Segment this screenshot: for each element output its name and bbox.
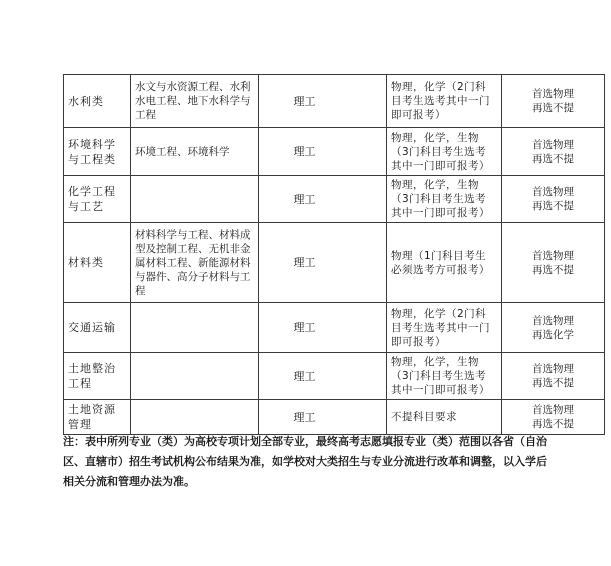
selection-cell [502, 128, 605, 176]
table-row [64, 353, 605, 400]
selection-text: 首选物理 再选不提 [532, 186, 574, 212]
major-requirements-table [63, 74, 605, 435]
majors-cell [131, 176, 259, 223]
selection-text: 首选物理 再选不提 [532, 249, 574, 276]
discipline-cell [259, 223, 387, 303]
category-cell: 交通运输 [64, 303, 131, 353]
table-row [64, 223, 605, 303]
category-cell: 土地整治工程 [64, 353, 131, 400]
discipline-text: 理工 [293, 369, 316, 383]
discipline-cell [259, 400, 387, 435]
majors-cell: 水文与水资源工程、水利水电工程、地下水科学与工程 [131, 75, 259, 128]
table-row [64, 128, 605, 176]
subject-requirement-cell: 物理，化学，生物（3门科目考生选考其中一门即可报考） [387, 353, 502, 400]
subject-requirement-cell: 物理，化学，生物（3门科目考生选考其中一门即可报考） [387, 128, 502, 176]
table-row [64, 303, 605, 353]
table-row [64, 400, 605, 435]
footnote: 注：表中所列专业（类）为高校专项计划全部专业，最终高考志愿填报专业（类）范围以各省（自治区、直辖市）招生考试机构公布结果为准，如学校对大类招生与专业分流进行改革和调整，以入学后相关分流和管理办法为准。 [63, 435, 547, 488]
selection-cell [502, 75, 605, 128]
discipline-cell [259, 75, 387, 128]
subject-requirement-cell: 物理（1门科目考生必须选考方可报考） [387, 223, 502, 303]
majors-cell: 环境工程、环境科学 [131, 128, 259, 176]
discipline-cell [259, 353, 387, 400]
discipline-cell [259, 303, 387, 353]
selection-text: 首选物理 再选不提 [532, 88, 574, 114]
table-row [64, 176, 605, 223]
category-cell: 环境科学与工程类 [64, 128, 131, 176]
discipline-text: 理工 [293, 192, 316, 206]
discipline-text: 理工 [293, 94, 316, 108]
majors-cell: 材料科学与工程、材料成型及控制工程、无机非金属材料工程、新能源材料与器件、高分子材料与工程 [131, 223, 259, 303]
selection-text: 首选物理 再选不提 [532, 138, 574, 165]
discipline-cell [259, 176, 387, 223]
category-cell: 材料类 [64, 223, 131, 303]
discipline-text: 理工 [293, 321, 316, 334]
subject-requirement-cell: 物理，化学，生物（3门科目考生选考其中一门即可报考） [387, 176, 502, 223]
selection-cell [502, 176, 605, 223]
category-cell: 土地资源管理 [64, 400, 131, 435]
discipline-text: 理工 [293, 410, 316, 424]
subject-requirement-cell: 物理，化学（2门科目考生选考其中一门即可报考） [387, 303, 502, 353]
admission-table-wrapper [63, 74, 605, 435]
subject-requirement-cell: 物理，化学（2门科目考生选考其中一门即可报考） [387, 75, 502, 128]
selection-text: 首选物理 再选不提 [532, 404, 574, 430]
selection-cell [502, 400, 605, 435]
majors-cell [131, 400, 259, 435]
selection-cell [502, 223, 605, 303]
discipline-cell [259, 128, 387, 176]
selection-text: 首选物理 再选不提 [532, 363, 574, 389]
selection-text: 首选物理 再选化学 [532, 314, 574, 341]
majors-cell [131, 353, 259, 400]
selection-cell [502, 303, 605, 353]
category-cell: 化学工程与工艺 [64, 176, 131, 223]
selection-cell [502, 353, 605, 400]
subject-requirement-cell: 不提科目要求 [387, 400, 502, 435]
discipline-text: 理工 [293, 145, 316, 158]
table-row [64, 75, 605, 128]
majors-cell [131, 303, 259, 353]
category-cell: 水利类 [64, 75, 131, 128]
discipline-text: 理工 [293, 256, 316, 269]
